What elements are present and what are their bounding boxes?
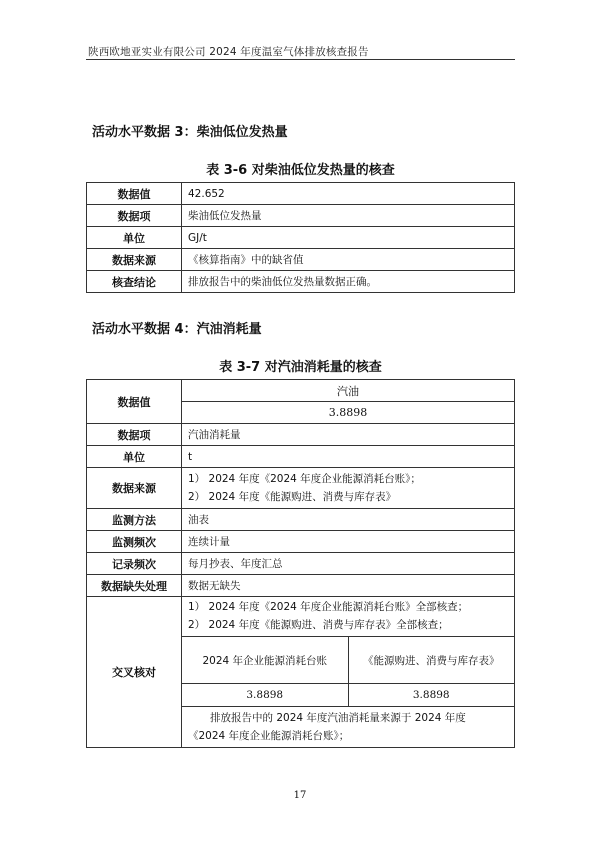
table-row xyxy=(87,575,515,597)
table-3-6 xyxy=(86,182,515,293)
fuel-name: 汽油 xyxy=(182,380,515,402)
row-key: 监测方法 xyxy=(87,509,182,531)
table-row xyxy=(87,380,515,402)
table-row xyxy=(182,637,514,684)
cross-check-line-2: 2） 2024 年度《能源购进、消费与库存表》全部核查； xyxy=(188,619,449,631)
row-value: 柴油低位发热量 xyxy=(182,205,515,227)
table-row xyxy=(87,553,515,575)
row-key: 单位 xyxy=(87,446,182,468)
table-row xyxy=(87,424,515,446)
row-key: 交叉核对 xyxy=(87,597,182,748)
table-row xyxy=(87,509,515,531)
table-row xyxy=(87,468,515,509)
table-row xyxy=(87,531,515,553)
row-value: t xyxy=(182,446,515,468)
page-number: 17 xyxy=(293,790,307,801)
row-value: GJ/t xyxy=(182,227,515,249)
table-row xyxy=(87,271,515,293)
cross-check-line-1: 1） 2024 年度《2024 年度企业能源消耗台账》全部核查； xyxy=(188,601,469,613)
row-value: 42.652 xyxy=(182,183,515,205)
row-key: 数据项 xyxy=(87,205,182,227)
row-value: 《核算指南》中的缺省值 xyxy=(182,249,515,271)
table-row xyxy=(87,227,515,249)
source-line-1: 1） 2024 年度《2024 年度企业能源消耗台账》； xyxy=(188,473,421,485)
row-value: 排放报告中的柴油低位发热量数据正确。 xyxy=(182,271,515,293)
table-row xyxy=(87,205,515,227)
cross-conclusion-line-1: 排放报告中的 2024 年度汽油消耗量来源于 2024 年度 xyxy=(210,712,466,724)
table-caption-3-7: 表 3-7 对汽油消耗量的核查 xyxy=(219,360,382,375)
row-key: 数据来源 xyxy=(87,249,182,271)
section-heading-gasoline-consumption: 活动水平数据 4：汽油消耗量 xyxy=(92,322,262,337)
row-key: 核查结论 xyxy=(87,271,182,293)
row-value xyxy=(182,468,515,509)
cross-col-value-ledger: 3.8898 xyxy=(182,684,348,707)
fuel-value: 3.8898 xyxy=(182,402,515,424)
source-line-2: 2） 2024 年度《能源购进、消费与库存表》 xyxy=(188,491,397,503)
row-key: 数据缺失处理 xyxy=(87,575,182,597)
row-value: 汽油消耗量 xyxy=(182,424,515,446)
table-row xyxy=(87,183,515,205)
row-key: 单位 xyxy=(87,227,182,249)
cross-col-header-inventory: 《能源购进、消费与库存表》 xyxy=(348,637,514,684)
row-value: 油表 xyxy=(182,509,515,531)
row-key: 数据项 xyxy=(87,424,182,446)
cross-conclusion-line-2: 《2024 年度企业能源消耗台账》； xyxy=(188,730,350,742)
cross-col-value-inventory: 3.8898 xyxy=(348,684,514,707)
row-value: 连续计量 xyxy=(182,531,515,553)
table-row xyxy=(87,249,515,271)
row-key: 监测频次 xyxy=(87,531,182,553)
row-value: 数据无缺失 xyxy=(182,575,515,597)
table-caption-3-6: 表 3-6 对柴油低位发热量的核查 xyxy=(206,163,395,178)
section-heading-diesel-heat: 活动水平数据 3：柴油低位发热量 xyxy=(92,125,288,140)
table-3-7 xyxy=(86,379,515,748)
cross-check-table xyxy=(182,636,514,706)
row-key: 数据来源 xyxy=(87,468,182,509)
header-rule xyxy=(86,59,515,60)
table-row xyxy=(87,597,515,748)
table-row xyxy=(87,446,515,468)
row-key: 数据值 xyxy=(87,183,182,205)
row-key: 数据值 xyxy=(87,380,182,424)
page-header: 陕西欧地亚实业有限公司 2024 年度温室气体排放核查报告 xyxy=(88,46,369,58)
cross-check-cell xyxy=(182,597,515,748)
cross-col-header-ledger: 2024 年企业能源消耗台账 xyxy=(182,637,348,684)
row-value: 每月抄表、年度汇总 xyxy=(182,553,515,575)
table-row xyxy=(182,684,514,707)
row-key: 记录频次 xyxy=(87,553,182,575)
